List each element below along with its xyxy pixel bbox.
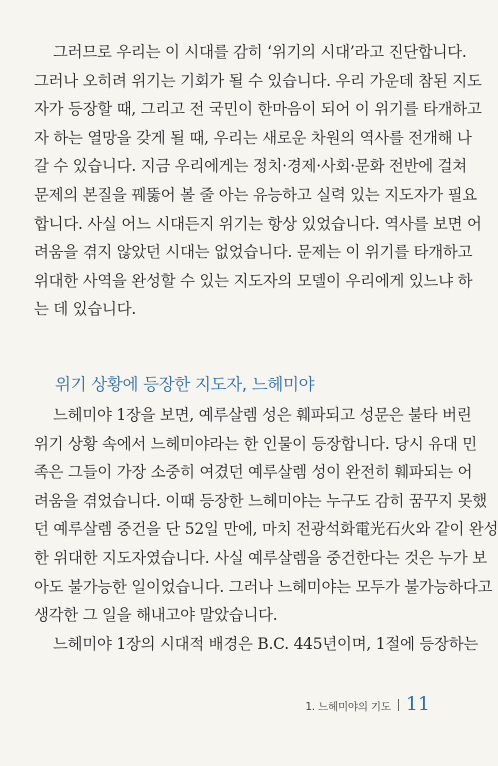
footer-divider <box>398 699 399 711</box>
text-line: 위대한 사역을 완성할 수 있는 지도자의 모델이 우리에게 있느냐 하 <box>34 271 473 290</box>
text-line: 려움을 겪었습니다. 이때 등장한 느헤미야는 누구도 감히 꿈꾸지 못했 <box>34 491 487 510</box>
section-heading: 위기 상황에 등장한 지도자, 느헤미야 <box>55 375 315 394</box>
chapter-label: 1. 느헤미야의 기도 <box>305 701 391 713</box>
text-line: 아도 불가능한 일이었습니다. 그러나 느헤미야는 모두가 불가능하다고 <box>34 577 493 596</box>
text-line: 던 예루살렘 중건을 단 52일 만에, 마치 전광석화電光石火와 같이 완성 <box>34 520 498 539</box>
text-line: 느헤미야 1장의 시대적 배경은 B.C. 445년이며, 1절에 등장하는 <box>53 635 479 653</box>
text-line: 족은 그들이 가장 소중히 여겼던 예루살렘 성이 완전히 훼파되는 어 <box>34 463 473 482</box>
text-line: 그러나 오히려 위기는 기회가 될 수 있습니다. 우리 가운데 참된 지도 <box>34 71 482 90</box>
page-number: 11 <box>405 693 430 715</box>
paragraph-2 <box>34 401 498 630</box>
paragraph-1 <box>34 38 482 324</box>
text-line: 위기 상황 속에서 느헤미야라는 한 인물이 등장합니다. 당시 유대 민 <box>34 434 477 453</box>
text-line: 려움을 겪지 않았던 시대는 없었습니다. 문제는 이 위기를 타개하고 <box>34 243 473 262</box>
text-line: 문제의 본질을 꿰뚫어 볼 줄 아는 유능하고 실력 있는 지도자가 필요 <box>34 185 477 204</box>
text-line: 갈 수 있습니다. 지금 우리에게는 정치·경제·사회·문화 전반에 걸쳐 <box>34 157 467 176</box>
text-line: 생각한 그 일을 해내고야 말았습니다. <box>34 606 278 625</box>
page-footer <box>305 693 430 715</box>
paragraph-3 <box>34 630 479 659</box>
text-line: 느헤미야 1장을 보면, 예루살렘 성은 훼파되고 성문은 불타 버린 <box>53 406 472 424</box>
text-line: 는 데 있습니다. <box>34 300 137 319</box>
text-line: 자가 등장할 때, 그리고 전 국민이 한마음이 되어 이 위기를 타개하고 <box>34 100 482 119</box>
text-line: 합니다. 사실 어느 시대든지 위기는 항상 있었습니다. 역사를 보면 어 <box>34 214 482 233</box>
text-line: 한 위대한 지도자였습니다. 사실 예루살렘을 중건한다는 것은 누가 보 <box>34 548 487 567</box>
text-line: 그러므로 우리는 이 시대를 감히 ‘위기의 시대’라고 진단합니다. <box>53 43 467 61</box>
text-line: 자 하는 열망을 갖게 될 때, 우리는 새로운 차원의 역사를 전개해 나 <box>34 128 472 147</box>
